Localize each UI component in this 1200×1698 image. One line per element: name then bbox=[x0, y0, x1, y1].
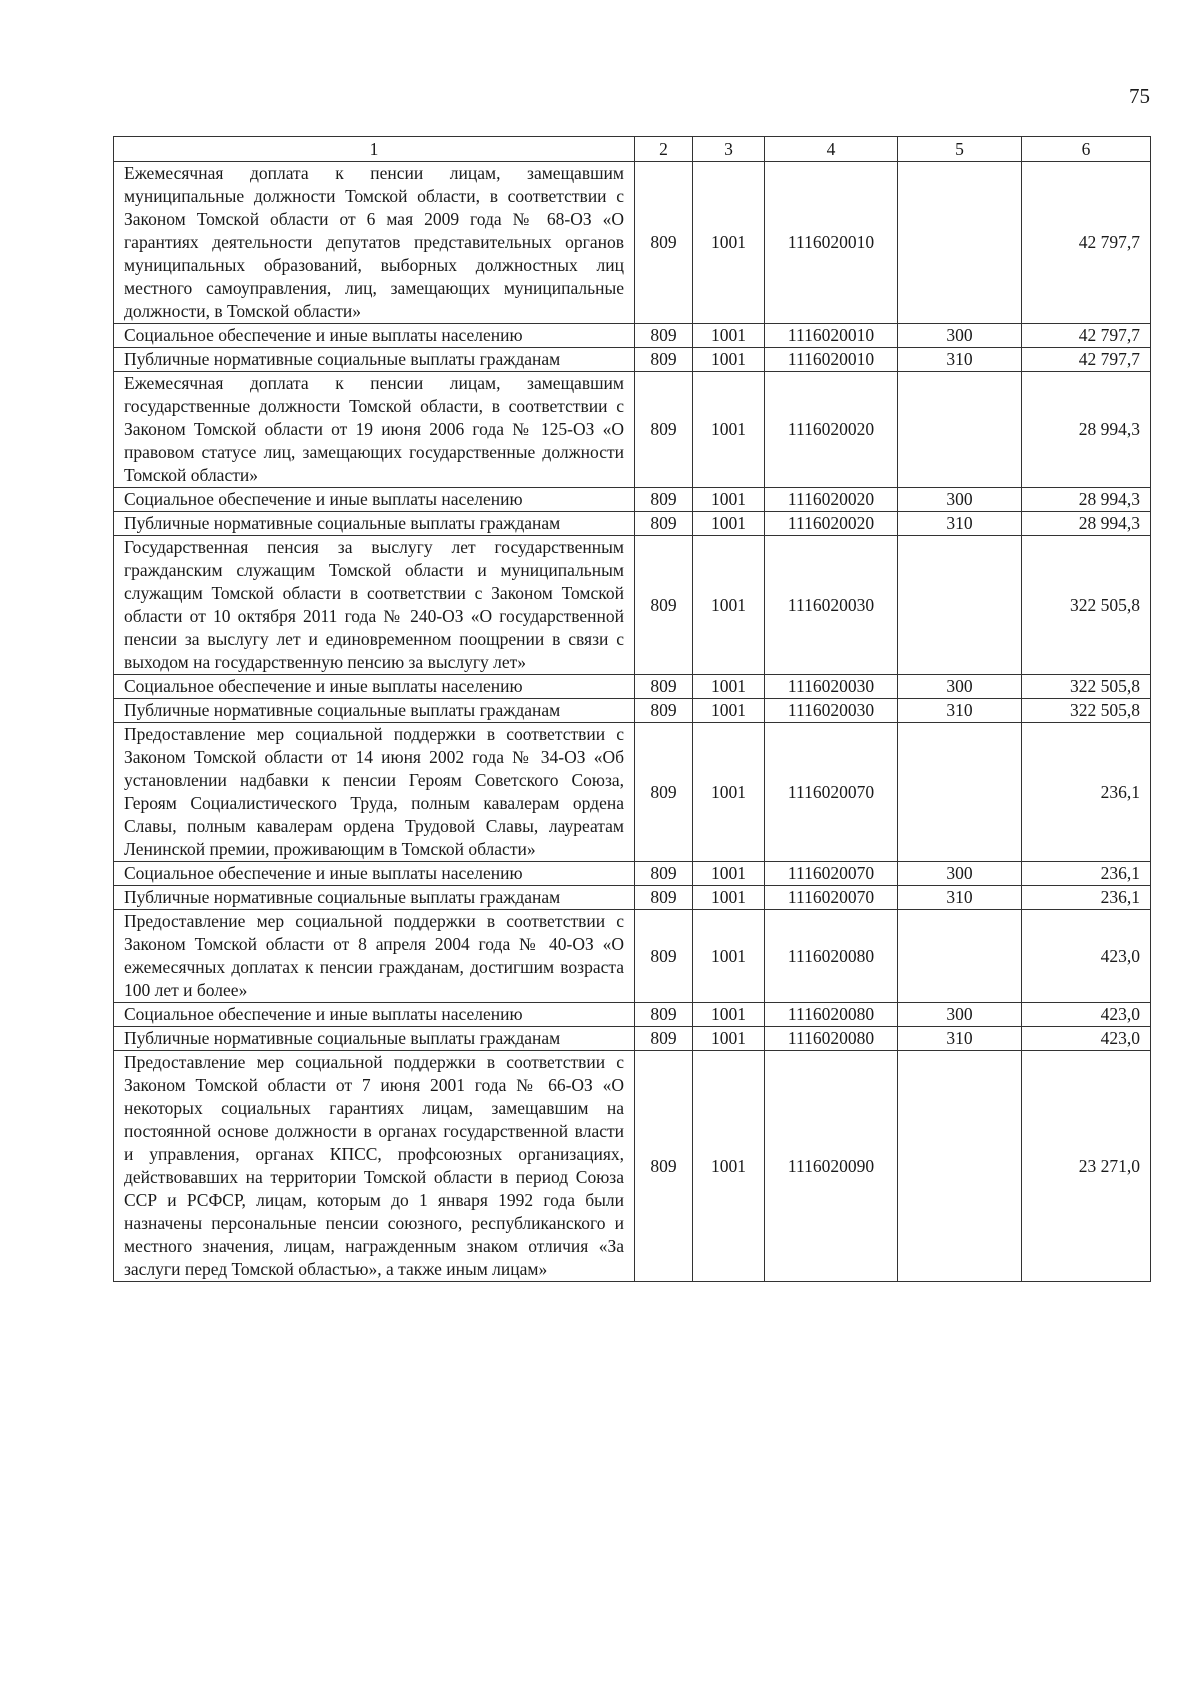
amount: 28 994,3 bbox=[1022, 488, 1151, 512]
department-code: 809 bbox=[635, 372, 693, 488]
expense-type-code bbox=[898, 1051, 1022, 1282]
expense-type-code: 310 bbox=[898, 348, 1022, 372]
table-row bbox=[114, 699, 1151, 723]
expense-type-code: 310 bbox=[898, 886, 1022, 910]
amount: 236,1 bbox=[1022, 886, 1151, 910]
expense-type-code bbox=[898, 910, 1022, 1003]
department-code: 809 bbox=[635, 536, 693, 675]
target-article-code: 1116020020 bbox=[765, 512, 898, 536]
table-row bbox=[114, 488, 1151, 512]
section-code: 1001 bbox=[693, 372, 765, 488]
column-header: 3 bbox=[693, 137, 765, 162]
expense-type-code bbox=[898, 162, 1022, 324]
department-code: 809 bbox=[635, 512, 693, 536]
row-description: Предоставление мер социальной поддержки в соответствии с Законом Томской области от 8 апреля 2004 года № 40-ОЗ «О ежемесячных доплатах к пенсии гражданам, достигшим возраста 100 лет и более» bbox=[114, 910, 635, 1003]
target-article-code: 1116020030 bbox=[765, 699, 898, 723]
section-code: 1001 bbox=[693, 348, 765, 372]
row-description: Публичные нормативные социальные выплаты гражданам bbox=[114, 348, 635, 372]
target-article-code: 1116020010 bbox=[765, 348, 898, 372]
target-article-code: 1116020020 bbox=[765, 488, 898, 512]
row-description: Социальное обеспечение и иные выплаты населению bbox=[114, 1003, 635, 1027]
row-description: Предоставление мер социальной поддержки в соответствии с Законом Томской области от 14 июня 2002 года № 34-ОЗ «Об установлении надбавки к пенсии Героям Советского Союза, Героям Социалистического Труда, полным кавалерам ордена Славы, полным кавалерам ордена Трудовой Славы, лауреатам Ленинской премии, проживающим в Томской области» bbox=[114, 723, 635, 862]
row-description: Публичные нормативные социальные выплаты гражданам bbox=[114, 512, 635, 536]
amount: 28 994,3 bbox=[1022, 372, 1151, 488]
column-header: 2 bbox=[635, 137, 693, 162]
target-article-code: 1116020010 bbox=[765, 162, 898, 324]
amount: 23 271,0 bbox=[1022, 1051, 1151, 1282]
amount: 423,0 bbox=[1022, 1027, 1151, 1051]
section-code: 1001 bbox=[693, 512, 765, 536]
target-article-code: 1116020090 bbox=[765, 1051, 898, 1282]
page-number: 75 bbox=[1129, 84, 1150, 108]
section-code: 1001 bbox=[693, 862, 765, 886]
budget-table bbox=[113, 136, 1151, 1282]
amount: 423,0 bbox=[1022, 1003, 1151, 1027]
target-article-code: 1116020070 bbox=[765, 862, 898, 886]
department-code: 809 bbox=[635, 324, 693, 348]
expense-type-code: 300 bbox=[898, 324, 1022, 348]
section-code: 1001 bbox=[693, 675, 765, 699]
amount: 236,1 bbox=[1022, 862, 1151, 886]
amount: 423,0 bbox=[1022, 910, 1151, 1003]
table-row bbox=[114, 324, 1151, 348]
department-code: 809 bbox=[635, 699, 693, 723]
row-description: Ежемесячная доплата к пенсии лицам, замещавшим муниципальные должности Томской области, в соответствии с Законом Томской области от 6 мая 2009 года № 68-ОЗ «О гарантиях деятельности депутатов представительных органов муниципальных образований, выборных должностных лиц местного самоуправления, лиц, замещающих муниципальные должности, в Томской области» bbox=[114, 162, 635, 324]
section-code: 1001 bbox=[693, 910, 765, 1003]
department-code: 809 bbox=[635, 1003, 693, 1027]
department-code: 809 bbox=[635, 675, 693, 699]
target-article-code: 1116020070 bbox=[765, 723, 898, 862]
expense-type-code bbox=[898, 372, 1022, 488]
row-description: Публичные нормативные социальные выплаты гражданам bbox=[114, 886, 635, 910]
row-description: Социальное обеспечение и иные выплаты населению bbox=[114, 675, 635, 699]
column-header: 4 bbox=[765, 137, 898, 162]
table-row bbox=[114, 1003, 1151, 1027]
target-article-code: 1116020080 bbox=[765, 1003, 898, 1027]
section-code: 1001 bbox=[693, 324, 765, 348]
section-code: 1001 bbox=[693, 536, 765, 675]
table-row bbox=[114, 1051, 1151, 1282]
department-code: 809 bbox=[635, 862, 693, 886]
amount: 42 797,7 bbox=[1022, 162, 1151, 324]
section-code: 1001 bbox=[693, 723, 765, 862]
expense-type-code: 310 bbox=[898, 512, 1022, 536]
amount: 236,1 bbox=[1022, 723, 1151, 862]
section-code: 1001 bbox=[693, 1003, 765, 1027]
expense-type-code: 300 bbox=[898, 1003, 1022, 1027]
header-row bbox=[114, 137, 1151, 162]
row-description: Социальное обеспечение и иные выплаты населению bbox=[114, 862, 635, 886]
department-code: 809 bbox=[635, 723, 693, 862]
row-description: Публичные нормативные социальные выплаты гражданам bbox=[114, 699, 635, 723]
amount: 28 994,3 bbox=[1022, 512, 1151, 536]
target-article-code: 1116020080 bbox=[765, 910, 898, 1003]
expense-type-code: 300 bbox=[898, 675, 1022, 699]
expense-type-code bbox=[898, 536, 1022, 675]
department-code: 809 bbox=[635, 1027, 693, 1051]
table-row bbox=[114, 675, 1151, 699]
table-row bbox=[114, 723, 1151, 862]
section-code: 1001 bbox=[693, 1027, 765, 1051]
table-row bbox=[114, 348, 1151, 372]
amount: 322 505,8 bbox=[1022, 536, 1151, 675]
department-code: 809 bbox=[635, 162, 693, 324]
section-code: 1001 bbox=[693, 886, 765, 910]
table-row bbox=[114, 862, 1151, 886]
table-row bbox=[114, 1027, 1151, 1051]
department-code: 809 bbox=[635, 348, 693, 372]
target-article-code: 1116020030 bbox=[765, 536, 898, 675]
amount: 322 505,8 bbox=[1022, 675, 1151, 699]
target-article-code: 1116020080 bbox=[765, 1027, 898, 1051]
expense-type-code: 310 bbox=[898, 699, 1022, 723]
target-article-code: 1116020020 bbox=[765, 372, 898, 488]
amount: 42 797,7 bbox=[1022, 348, 1151, 372]
row-description: Ежемесячная доплата к пенсии лицам, замещавшим государственные должности Томской области, в соответствии с Законом Томской области от 19 июня 2006 года № 125-ОЗ «О правовом статусе лиц, замещающих государственные должности Томской области» bbox=[114, 372, 635, 488]
table-row bbox=[114, 512, 1151, 536]
target-article-code: 1116020070 bbox=[765, 886, 898, 910]
expense-type-code: 310 bbox=[898, 1027, 1022, 1051]
department-code: 809 bbox=[635, 488, 693, 512]
table-row bbox=[114, 372, 1151, 488]
expense-type-code: 300 bbox=[898, 862, 1022, 886]
department-code: 809 bbox=[635, 886, 693, 910]
column-header: 1 bbox=[114, 137, 635, 162]
table-row bbox=[114, 886, 1151, 910]
section-code: 1001 bbox=[693, 1051, 765, 1282]
section-code: 1001 bbox=[693, 488, 765, 512]
section-code: 1001 bbox=[693, 699, 765, 723]
section-code: 1001 bbox=[693, 162, 765, 324]
department-code: 809 bbox=[635, 1051, 693, 1282]
amount: 42 797,7 bbox=[1022, 324, 1151, 348]
row-description: Социальное обеспечение и иные выплаты населению bbox=[114, 324, 635, 348]
amount: 322 505,8 bbox=[1022, 699, 1151, 723]
column-header: 6 bbox=[1022, 137, 1151, 162]
row-description: Предоставление мер социальной поддержки в соответствии с Законом Томской области от 7 июня 2001 года № 66-ОЗ «О некоторых социальных гарантиях лицам, замещавшим на постоянной основе должности в органах государственной власти и управления, органах КПСС, профсоюзных организациях, действовавших на территории Томской области в период Союза ССР и РСФСР, лицам, которым до 1 января 1992 года были назначены персональные пенсии союзного, республиканского и местного значения, лицам, награжденным знаком отличия «За заслуги перед Томской областью», а также иным лицам» bbox=[114, 1051, 635, 1282]
table-row bbox=[114, 910, 1151, 1003]
target-article-code: 1116020010 bbox=[765, 324, 898, 348]
target-article-code: 1116020030 bbox=[765, 675, 898, 699]
row-description: Публичные нормативные социальные выплаты гражданам bbox=[114, 1027, 635, 1051]
table-row bbox=[114, 536, 1151, 675]
row-description: Социальное обеспечение и иные выплаты населению bbox=[114, 488, 635, 512]
table-row bbox=[114, 162, 1151, 324]
row-description: Государственная пенсия за выслугу лет государственным гражданским служащим Томской области и муниципальным служащим Томской области в соответствии с Законом Томской области от 10 октября 2011 года № 240-ОЗ «О государственной пенсии за выслугу лет и единовременном поощрении в связи с выходом на государственную пенсию за выслугу лет» bbox=[114, 536, 635, 675]
table-body bbox=[114, 137, 1151, 1282]
expense-type-code: 300 bbox=[898, 488, 1022, 512]
column-header: 5 bbox=[898, 137, 1022, 162]
department-code: 809 bbox=[635, 910, 693, 1003]
expense-type-code bbox=[898, 723, 1022, 862]
